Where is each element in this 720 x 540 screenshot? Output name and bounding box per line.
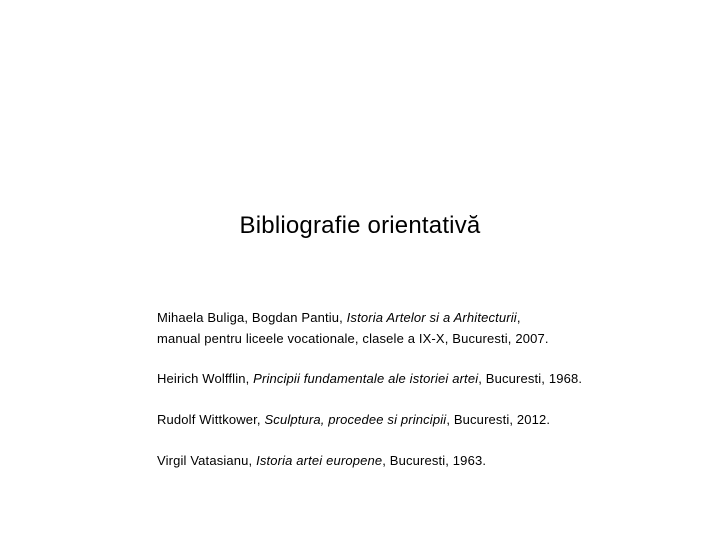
entry-work-title: Sculptura, procedee si principii	[264, 412, 447, 427]
entry-work-title: Istoria Artelor si a Arhitecturii	[346, 310, 517, 325]
entry-work-title: Principii fundamentale ale istoriei artei	[253, 371, 479, 386]
entry-punctuation: ,	[516, 310, 521, 325]
entry-line	[157, 307, 697, 328]
entry-work-title: Istoria artei europene	[256, 453, 383, 468]
entry-author: Mihaela Buliga, Bogdan Pantiu,	[157, 310, 347, 325]
entry-publication: , Bucuresti, 1968.	[478, 371, 583, 386]
entry-publication: , Bucuresti, 2012.	[446, 412, 551, 427]
bibliography-entry	[157, 368, 697, 389]
entry-author: Virgil Vatasianu,	[157, 453, 257, 468]
entry-publication: , Bucuresti, 1963.	[382, 453, 487, 468]
bibliography-entry	[157, 409, 697, 430]
entry-author: Heirich Wolfflin,	[157, 371, 254, 386]
entry-publication-line: manual pentru liceele vocationale, clasele a IX-X, Bucuresti, 2007.	[157, 331, 549, 346]
entry-line	[157, 409, 697, 430]
bibliography-entry	[157, 450, 697, 471]
slide-title: Bibliografie orientativă	[239, 212, 481, 239]
bibliography-entry	[157, 307, 697, 349]
entry-line	[157, 450, 697, 471]
entry-line	[157, 368, 697, 389]
bibliography-list	[157, 307, 697, 491]
entry-author: Rudolf Wittkower,	[157, 412, 265, 427]
